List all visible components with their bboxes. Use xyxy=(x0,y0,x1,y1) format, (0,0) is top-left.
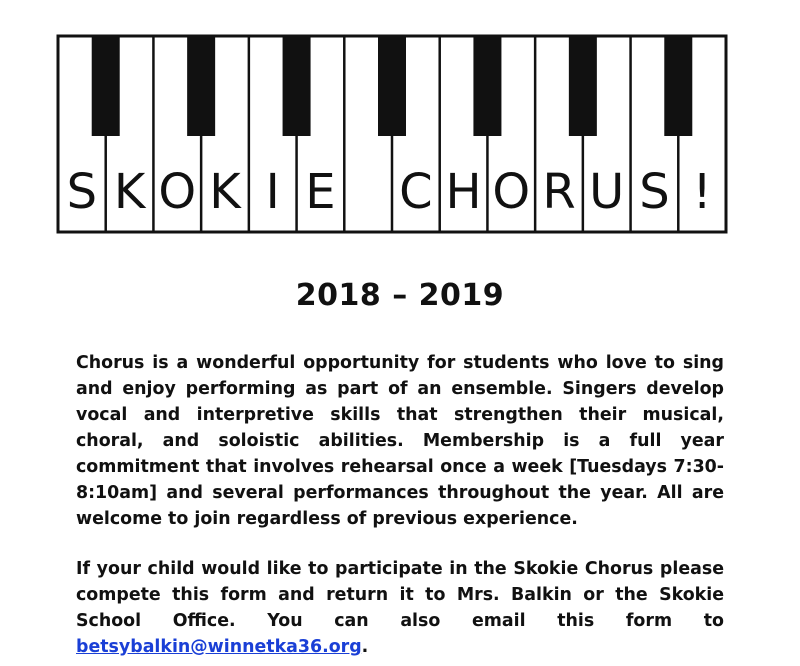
black-key xyxy=(473,36,501,136)
black-key xyxy=(569,36,597,136)
instructions-end: . xyxy=(361,637,369,657)
banner-letter: C xyxy=(399,164,433,220)
black-key xyxy=(283,36,311,136)
banner-letter: U xyxy=(589,164,625,220)
black-key xyxy=(664,36,692,136)
banner-letter: S xyxy=(639,164,670,220)
banner-letter: R xyxy=(542,164,576,220)
banner-letter: O xyxy=(492,164,531,220)
instructions-text: If your child would like to participate in the Skokie Chorus please compete this form and return it to Mrs. Balkin or the Skokie School Office. You can also email this form to xyxy=(76,559,724,631)
skokie-chorus-piano-banner xyxy=(0,0,800,250)
email-link[interactable]: betsybalkin@winnetka36.org xyxy=(76,637,362,657)
participation-instructions xyxy=(76,556,724,660)
banner-letters xyxy=(67,164,712,220)
banner-letter: E xyxy=(305,164,336,220)
banner-letter: O xyxy=(158,164,197,220)
banner-letter: I xyxy=(265,164,280,220)
banner-letter: H xyxy=(445,164,482,220)
black-key xyxy=(92,36,120,136)
banner-letter: K xyxy=(209,164,241,220)
banner-letter: ! xyxy=(692,164,712,220)
banner-letter: K xyxy=(113,164,146,220)
school-year: 2018 – 2019 xyxy=(295,278,505,313)
black-key xyxy=(187,36,215,136)
chorus-description: Chorus is a wonderful opportunity for students who love to sing and enjoy performing as part of an ensemble. Singers develop vocal and interpretive skills that strengthen their musical, choral, and soloistic abilities. Membership is a full year commitment that involves rehearsal once a week [Tuesdays 7:30-8:10am] and several performances throughout the year. All are welcome to join regardless of previous experience. xyxy=(76,353,724,529)
black-key xyxy=(378,36,406,136)
banner-letter: S xyxy=(66,164,98,220)
